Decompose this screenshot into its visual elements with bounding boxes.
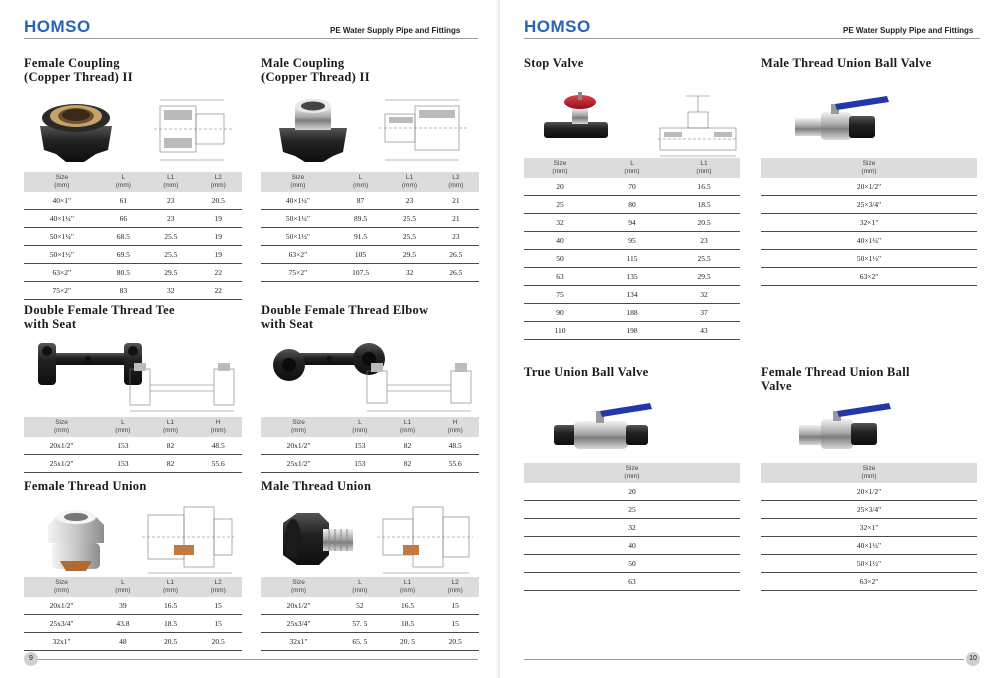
table-row: [524, 286, 740, 304]
cell: 75: [524, 286, 596, 304]
cell: 134: [596, 286, 668, 304]
table-row: [261, 437, 479, 455]
cell: 55.6: [194, 455, 242, 473]
female-coupling-drawing: [134, 88, 240, 168]
cell: 16.5: [147, 597, 195, 615]
ball-valve-photo: [791, 90, 891, 150]
cell: 66: [100, 210, 147, 228]
section-title: Male Thread Union: [261, 479, 372, 493]
section-female-coupling: [24, 56, 242, 300]
cell: 50: [524, 555, 740, 573]
spec-table: [261, 417, 479, 473]
male-coupling-photo: [267, 92, 359, 164]
cell: 16.5: [384, 597, 432, 615]
table-row: [24, 264, 242, 282]
table-row: [524, 178, 740, 196]
col-header: L (mm): [335, 172, 387, 192]
cell: 48: [99, 633, 147, 651]
cell: 75×2": [24, 282, 100, 300]
table-row: [524, 250, 740, 268]
section-title: Double Female Thread Tee with Seat: [24, 303, 175, 331]
col-header: L2 (mm): [195, 172, 242, 192]
table-row: [261, 246, 479, 264]
table-row: [261, 615, 479, 633]
female-ball-valve-photo: [793, 399, 893, 457]
section-title: Female Thread Union Ball Valve: [761, 365, 910, 393]
section-title: True Union Ball Valve: [524, 365, 649, 379]
table-row: [524, 196, 740, 214]
table-row: [761, 555, 977, 573]
cell: 25.5: [386, 210, 432, 228]
cell: 40×1¼": [261, 192, 335, 210]
spec-table: [524, 463, 740, 591]
cell: 82: [147, 437, 195, 455]
cell: 37: [668, 304, 740, 322]
section-male-coupling: [261, 56, 479, 282]
cell: 15: [194, 615, 242, 633]
cell: 25×3/4": [761, 501, 977, 519]
col-header: Size (mm): [24, 417, 99, 437]
cell: 83: [100, 282, 147, 300]
table-row: [24, 437, 242, 455]
tee-drawing: [126, 359, 238, 415]
table-row: [261, 633, 479, 651]
table-row: [524, 214, 740, 232]
table-row: [524, 483, 740, 501]
cell: 21: [433, 210, 479, 228]
table-row: [261, 455, 479, 473]
section-female-thread-union: [24, 479, 242, 651]
male-coupling-drawing: [371, 88, 477, 168]
cell: 29.5: [147, 264, 194, 282]
brand-logo: HOMSO: [24, 17, 91, 36]
col-header: Size (mm): [261, 577, 336, 597]
cell: 63×2": [24, 264, 100, 282]
col-header: L1 (mm): [147, 417, 195, 437]
cell: 32×1": [761, 519, 977, 537]
cell: 32x1": [261, 633, 336, 651]
table-row: [24, 228, 242, 246]
cell: 19: [195, 210, 242, 228]
table-row: [761, 214, 977, 232]
female-union-photo: [30, 503, 122, 575]
table-row: [761, 483, 977, 501]
cell: 25.5: [147, 228, 194, 246]
cell: 25x1/2": [261, 455, 336, 473]
cell: 32: [524, 214, 596, 232]
col-header: L1 (mm): [147, 172, 194, 192]
cell: 15: [194, 597, 242, 615]
cell: 25.5: [386, 228, 432, 246]
cell: 135: [596, 268, 668, 286]
female-union-drawing: [134, 497, 240, 577]
table-row: [761, 519, 977, 537]
cell: 29.5: [386, 246, 432, 264]
cell: 198: [596, 322, 668, 340]
cell: 90: [524, 304, 596, 322]
table-row: [761, 537, 977, 555]
cell: 40: [524, 232, 596, 250]
cell: 25: [524, 501, 740, 519]
col-header: L2 (mm): [431, 577, 479, 597]
cell: 20.5: [431, 633, 479, 651]
table-row: [261, 192, 479, 210]
cell: 153: [336, 437, 384, 455]
col-header: L1 (mm): [384, 577, 432, 597]
cell: 80.5: [100, 264, 147, 282]
cell: 40×1¼": [761, 232, 977, 250]
cell: 50×1½": [24, 246, 100, 264]
cell: 29.5: [668, 268, 740, 286]
cell: 63×2": [261, 246, 335, 264]
cell: 153: [99, 455, 147, 473]
section-female-thread-union-ball-valve: [761, 365, 977, 591]
cell: 20.5: [195, 192, 242, 210]
cell: 25x3/4": [24, 615, 99, 633]
cell: 110: [524, 322, 596, 340]
table-row: [24, 597, 242, 615]
spec-table: [24, 577, 242, 651]
table-row: [261, 264, 479, 282]
col-header: L1 (mm): [668, 158, 740, 178]
table-row: [761, 232, 977, 250]
cell: 32: [668, 286, 740, 304]
cell: 82: [147, 455, 195, 473]
cell: 25×3/4": [761, 196, 977, 214]
table-row: [261, 210, 479, 228]
cell: 25.5: [668, 250, 740, 268]
cell: 75×2": [261, 264, 335, 282]
spec-table: [524, 158, 740, 340]
cell: 82: [384, 455, 432, 473]
female-coupling-photo: [30, 92, 122, 164]
cell: 20×1/2": [761, 178, 977, 196]
header-rule: [524, 38, 980, 39]
col-header: L1 (mm): [384, 417, 432, 437]
cell: 40×1": [24, 192, 100, 210]
right-page: [500, 0, 1000, 678]
cell: 20x1/2": [261, 597, 336, 615]
section-title: Double Female Thread Elbow with Seat: [261, 303, 429, 331]
table-row: [524, 555, 740, 573]
cell: 20.5: [194, 633, 242, 651]
table-row: [761, 573, 977, 591]
cell: 16.5: [668, 178, 740, 196]
cell: 107.5: [335, 264, 387, 282]
header-title: PE Water Supply Pipe and Fittings: [843, 26, 974, 35]
cell: 95: [596, 232, 668, 250]
cell: 50×1½": [761, 555, 977, 573]
col-header: L (mm): [596, 158, 668, 178]
col-header: L2 (mm): [433, 172, 479, 192]
cell: 87: [335, 192, 387, 210]
header-title: PE Water Supply Pipe and Fittings: [330, 26, 461, 35]
col-header: Size (mm): [261, 172, 335, 192]
col-header: L (mm): [99, 417, 147, 437]
cell: 23: [433, 228, 479, 246]
col-header: L1 (mm): [147, 577, 195, 597]
table-row: [24, 455, 242, 473]
col-header: Size (mm): [261, 417, 336, 437]
cell: 40: [524, 537, 740, 555]
spec-table: [24, 172, 242, 300]
cell: 23: [147, 210, 194, 228]
cell: 20x1/2": [261, 437, 336, 455]
section-male-thread-union-ball-valve: [761, 56, 977, 286]
section-title: Female Thread Union: [24, 479, 147, 493]
cell: 40×1¼": [761, 537, 977, 555]
male-union-drawing: [371, 497, 477, 577]
cell: 32x1": [24, 633, 99, 651]
cell: 153: [336, 455, 384, 473]
page-number: 10: [966, 652, 980, 666]
cell: 50×1¼": [261, 210, 335, 228]
cell: 25.5: [147, 246, 194, 264]
section-double-female-tee: [24, 303, 242, 473]
cell: 40×1¼": [24, 210, 100, 228]
cell: 105: [335, 246, 387, 264]
col-header: Size (mm): [524, 463, 740, 483]
cell: 21: [433, 192, 479, 210]
col-header: H (mm): [194, 417, 242, 437]
cell: 32: [386, 264, 432, 282]
cell: 20x1/2": [24, 597, 99, 615]
cell: 15: [431, 597, 479, 615]
cell: 25x1/2": [24, 455, 99, 473]
table-row: [24, 246, 242, 264]
cell: 50×1½": [761, 250, 977, 268]
cell: 26.5: [433, 246, 479, 264]
true-union-valve-photo: [550, 397, 654, 457]
table-row: [24, 210, 242, 228]
cell: 20: [524, 178, 596, 196]
cell: 69.5: [100, 246, 147, 264]
footer-rule: [38, 659, 478, 660]
table-row: [524, 537, 740, 555]
cell: 20. 5: [384, 633, 432, 651]
cell: 188: [596, 304, 668, 322]
col-header: H (mm): [431, 417, 479, 437]
cell: 20.5: [147, 633, 195, 651]
section-title: Male Thread Union Ball Valve: [761, 56, 932, 70]
col-header: Size (mm): [24, 172, 100, 192]
table-row: [524, 573, 740, 591]
cell: 32: [147, 282, 194, 300]
col-header: L (mm): [100, 172, 147, 192]
cell: 26.5: [433, 264, 479, 282]
section-male-thread-union: [261, 479, 479, 651]
table-row: [24, 192, 242, 210]
col-header: Size (mm): [761, 158, 977, 178]
footer-rule: [524, 659, 964, 660]
stop-valve-drawing: [656, 92, 740, 158]
spec-table: [261, 577, 479, 651]
cell: 63×2": [761, 268, 977, 286]
cell: 20×1/2": [761, 483, 977, 501]
cell: 63: [524, 573, 740, 591]
section-double-female-elbow: [261, 303, 479, 473]
cell: 57. 5: [336, 615, 384, 633]
cell: 32: [524, 519, 740, 537]
cell: 91.5: [335, 228, 387, 246]
cell: 89.5: [335, 210, 387, 228]
cell: 50×1¼": [24, 228, 100, 246]
col-header: L (mm): [336, 417, 384, 437]
table-row: [524, 519, 740, 537]
section-stop-valve: [524, 56, 740, 340]
cell: 153: [99, 437, 147, 455]
table-row: [761, 178, 977, 196]
cell: 19: [195, 228, 242, 246]
table-row: [761, 268, 977, 286]
table-row: [524, 304, 740, 322]
cell: 25x3/4": [261, 615, 336, 633]
section-title: Female Coupling (Copper Thread) II: [24, 56, 133, 84]
elbow-drawing: [363, 359, 475, 415]
cell: 23: [668, 232, 740, 250]
table-row: [261, 228, 479, 246]
spec-table: [761, 463, 977, 591]
cell: 82: [384, 437, 432, 455]
table-row: [24, 282, 242, 300]
table-row: [524, 232, 740, 250]
cell: 63×2": [761, 573, 977, 591]
cell: 63: [524, 268, 596, 286]
cell: 50: [524, 250, 596, 268]
table-row: [524, 322, 740, 340]
section-true-union-ball-valve: [524, 365, 740, 591]
col-header: L (mm): [336, 577, 384, 597]
cell: 50×1½": [261, 228, 335, 246]
table-row: [524, 268, 740, 286]
cell: 68.5: [100, 228, 147, 246]
spec-table: [761, 158, 977, 286]
table-row: [24, 615, 242, 633]
stop-valve-photo: [538, 88, 618, 148]
cell: 15: [431, 615, 479, 633]
table-row: [524, 501, 740, 519]
section-title: Stop Valve: [524, 56, 584, 70]
col-header: L (mm): [99, 577, 147, 597]
cell: 32×1": [761, 214, 977, 232]
cell: 61: [100, 192, 147, 210]
cell: 18.5: [384, 615, 432, 633]
table-row: [761, 250, 977, 268]
spec-table: [24, 417, 242, 473]
cell: 20.5: [668, 214, 740, 232]
cell: 39: [99, 597, 147, 615]
cell: 22: [195, 282, 242, 300]
cell: 18.5: [147, 615, 195, 633]
cell: 20x1/2": [24, 437, 99, 455]
header-rule: [24, 38, 478, 39]
page-number: 9: [24, 652, 38, 666]
male-union-photo: [267, 503, 359, 575]
cell: 19: [195, 246, 242, 264]
cell: 18.5: [668, 196, 740, 214]
cell: 80: [596, 196, 668, 214]
col-header: L2 (mm): [194, 577, 242, 597]
table-row: [261, 597, 479, 615]
cell: 43: [668, 322, 740, 340]
spec-table: [261, 172, 479, 282]
table-row: [761, 501, 977, 519]
cell: 43.8: [99, 615, 147, 633]
cell: 25: [524, 196, 596, 214]
cell: 23: [147, 192, 194, 210]
col-header: Size (mm): [24, 577, 99, 597]
cell: 48.5: [194, 437, 242, 455]
col-header: Size (mm): [761, 463, 977, 483]
cell: 94: [596, 214, 668, 232]
table-row: [761, 196, 977, 214]
table-row: [24, 633, 242, 651]
section-title: Male Coupling (Copper Thread) II: [261, 56, 370, 84]
cell: 55.6: [431, 455, 479, 473]
col-header: Size (mm): [524, 158, 596, 178]
col-header: L1 (mm): [386, 172, 432, 192]
brand-logo: HOMSO: [524, 17, 591, 36]
cell: 48.5: [431, 437, 479, 455]
cell: 65. 5: [336, 633, 384, 651]
cell: 70: [596, 178, 668, 196]
cell: 20: [524, 483, 740, 501]
cell: 23: [386, 192, 432, 210]
cell: 115: [596, 250, 668, 268]
cell: 22: [195, 264, 242, 282]
cell: 52: [336, 597, 384, 615]
